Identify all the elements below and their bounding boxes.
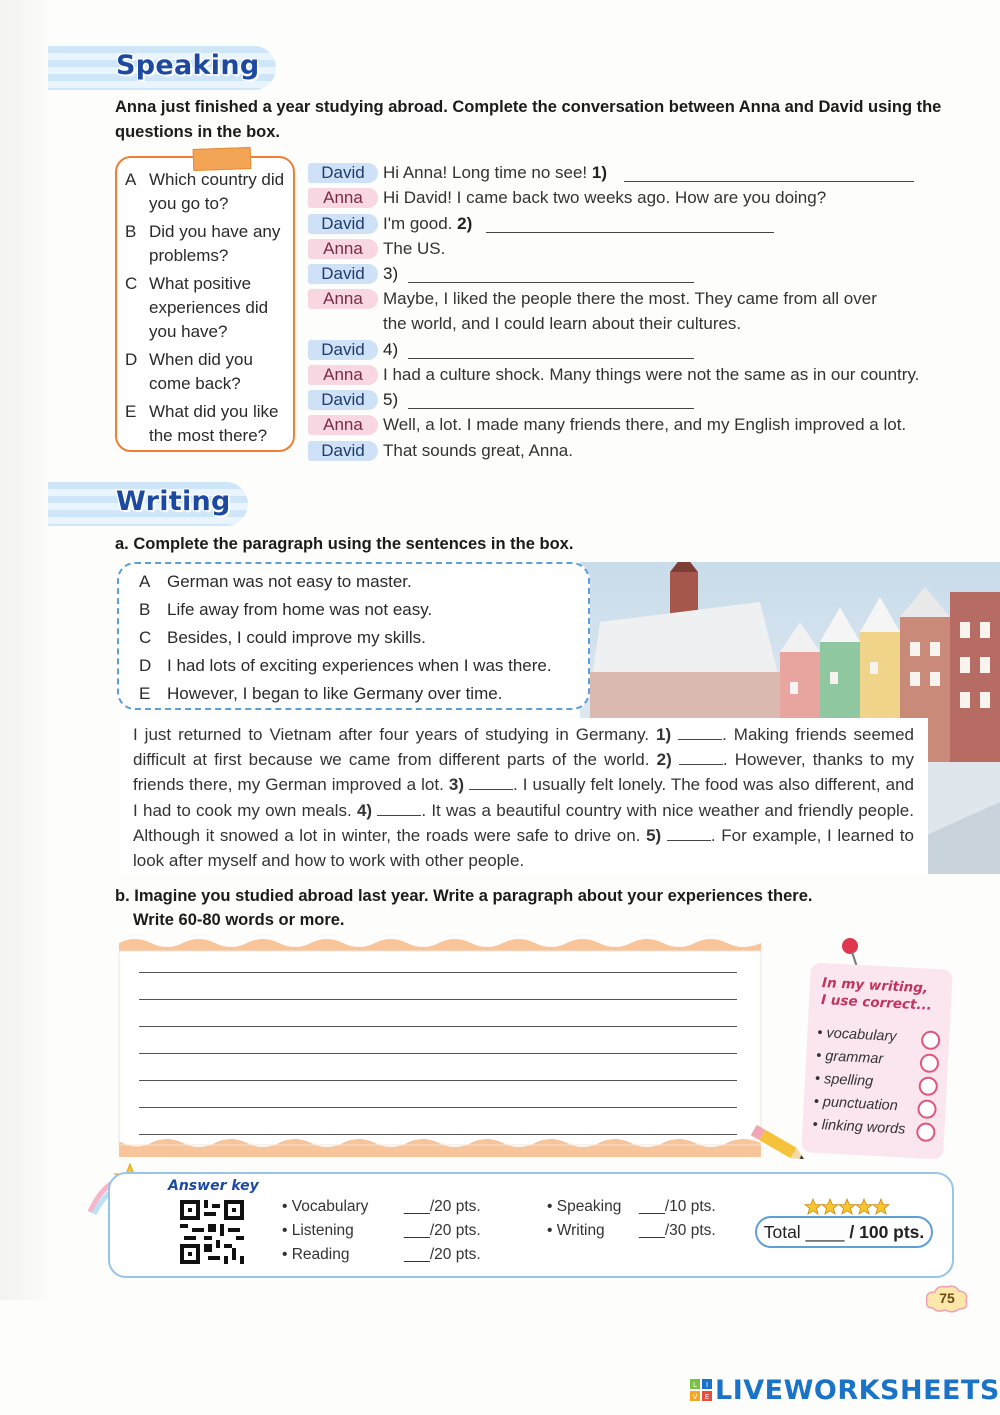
question-letter: C bbox=[125, 274, 138, 293]
answer-key-title: Answer key bbox=[168, 1178, 259, 1194]
score-row bbox=[547, 1198, 716, 1216]
score-value: ___/30 pts. bbox=[639, 1222, 716, 1239]
gap-blank-1[interactable] bbox=[678, 726, 722, 740]
sentence-letter: A bbox=[139, 572, 151, 591]
score-label: • Speaking bbox=[547, 1198, 622, 1215]
dialogue-text: Hi David! I came back two weeks ago. How are you doing? bbox=[383, 188, 827, 207]
question-letter: A bbox=[125, 170, 137, 189]
question-letter: D bbox=[125, 350, 138, 369]
dialogue-text bbox=[383, 388, 398, 412]
checkbox-circle[interactable] bbox=[916, 1122, 936, 1142]
answer-blank-3[interactable] bbox=[408, 282, 694, 283]
speaker-tag: David bbox=[308, 264, 378, 284]
speaking-instruction: Anna just finished a year studying abroad. Complete the conversation between Anna and David using the questions in the box. bbox=[115, 98, 942, 141]
paragraph-text: . For example, I learned to look after myself and how to work with other people. bbox=[133, 825, 914, 871]
sentence-text: Life away from home was not easy. bbox=[167, 600, 433, 619]
question-letter: E bbox=[125, 402, 137, 421]
dialogue-text bbox=[383, 212, 472, 236]
dialogue-text: Maybe, I liked the people there the most. They came from all over bbox=[383, 289, 877, 308]
score-value: ___/10 pts. bbox=[639, 1198, 716, 1215]
checklist-item bbox=[815, 1071, 874, 1090]
logo-letter: I bbox=[705, 1381, 709, 1389]
answer-key-panel bbox=[108, 1172, 954, 1278]
writing-line[interactable] bbox=[139, 1080, 737, 1081]
question-text: What did you like the most there? bbox=[149, 402, 279, 445]
checklist-label: • linking words bbox=[812, 1116, 906, 1138]
writing-a-instruction: a. Complete the paragraph using the sentences in the box. bbox=[115, 535, 574, 553]
writing-b-word-count: Write 60-80 words or more. bbox=[133, 911, 345, 929]
question-text: What positive experiences did you have? bbox=[149, 274, 269, 341]
writing-paper[interactable] bbox=[115, 935, 765, 1160]
logo-letter: E bbox=[704, 1393, 710, 1401]
checklist-title-line: I use correct... bbox=[820, 992, 933, 1014]
speaker-tag: David bbox=[308, 441, 378, 461]
total-blank: ____ bbox=[805, 1222, 845, 1242]
dialogue-text: The US. bbox=[383, 239, 446, 258]
answer-blank-4[interactable] bbox=[408, 358, 694, 359]
gap-number: 5) bbox=[646, 825, 662, 845]
liveworksheets-wordmark: LIVEWORKSHEETS bbox=[715, 1374, 1000, 1406]
writing-line[interactable] bbox=[139, 1026, 737, 1027]
gap-blank-4[interactable] bbox=[377, 802, 421, 816]
logo-letter: L bbox=[693, 1381, 697, 1389]
checklist-item bbox=[812, 1117, 906, 1138]
paragraph-text: . Making friends seemed difficult at first because we came from different parts of the world. bbox=[133, 725, 914, 770]
gap-number: 1) bbox=[656, 725, 672, 744]
writing-banner bbox=[48, 482, 248, 526]
score-label: • Writing bbox=[547, 1222, 605, 1239]
gap-number: 2) bbox=[656, 750, 672, 770]
dialogue-text bbox=[383, 338, 398, 362]
dialogue-text: Well, a lot. I made many friends there, and my English improved a lot. bbox=[383, 415, 907, 434]
blank-number: 4) bbox=[383, 340, 399, 359]
answer-blank-5[interactable] bbox=[408, 408, 694, 409]
checklist-title-line: In my writing, bbox=[821, 975, 929, 997]
writing-line[interactable] bbox=[139, 972, 737, 973]
score-value: ___/20 pts. bbox=[404, 1198, 481, 1215]
blank-number: 5) bbox=[383, 390, 399, 409]
gap-blank-2[interactable] bbox=[679, 751, 723, 765]
question-text: Did you have any problems? bbox=[149, 222, 281, 265]
line-text: Hi Anna! Long time no see! bbox=[383, 163, 588, 182]
gap-number: 4) bbox=[356, 800, 373, 820]
writing-line[interactable] bbox=[139, 1053, 737, 1054]
checklist-item bbox=[813, 1094, 898, 1114]
sentence-letter: E bbox=[139, 684, 151, 703]
dialogue-text-continued: the world, and I could learn about their cultures. bbox=[383, 314, 742, 333]
speaker-tag: Anna bbox=[308, 289, 378, 309]
sentence-letter: B bbox=[139, 600, 151, 619]
sentence-letter: D bbox=[139, 656, 152, 675]
checklist-label: • spelling bbox=[814, 1070, 874, 1090]
score-row bbox=[282, 1198, 481, 1216]
page-number-badge bbox=[925, 1284, 969, 1314]
page-edge-shadow bbox=[0, 0, 48, 1300]
sentence-item bbox=[139, 626, 426, 650]
paragraph-text: . I usually felt lonely. The food was also different, and I had to cook my own meals. bbox=[133, 775, 914, 820]
question-text: When did you come back? bbox=[149, 350, 253, 393]
speaker-tag: David bbox=[308, 340, 378, 360]
checklist-label: • grammar bbox=[815, 1047, 884, 1068]
blank-number: 2) bbox=[457, 214, 473, 233]
speaker-tag: Anna bbox=[308, 188, 378, 208]
dialogue-text: I had a culture shock. Many things were not the same as in our country. bbox=[383, 365, 920, 384]
score-label: • Reading bbox=[282, 1246, 350, 1263]
dialogue-text bbox=[383, 262, 398, 286]
writing-line[interactable] bbox=[139, 1107, 737, 1108]
question-text: Which country did you go to? bbox=[149, 170, 285, 213]
total-suffix: / 100 pts. bbox=[849, 1222, 925, 1242]
sentence-letter: C bbox=[139, 628, 152, 647]
score-value: ___/20 pts. bbox=[404, 1222, 481, 1239]
writing-b-instruction: b. Imagine you studied abroad last year. Write a paragraph about your experiences there. bbox=[115, 887, 813, 905]
answer-blank-2[interactable] bbox=[486, 232, 774, 233]
speaker-tag: Anna bbox=[308, 239, 378, 259]
speaker-tag: David bbox=[308, 214, 378, 234]
gap-blank-5[interactable] bbox=[667, 827, 711, 841]
checkbox-circle[interactable] bbox=[917, 1099, 937, 1119]
score-row bbox=[282, 1246, 481, 1264]
blank-number: 1) bbox=[591, 163, 607, 182]
liveworksheets-footer[interactable] bbox=[690, 1372, 1000, 1408]
page-number: 75 bbox=[939, 1290, 955, 1306]
dialogue-text bbox=[383, 161, 607, 185]
checklist-label: • punctuation bbox=[813, 1093, 899, 1115]
speaker-tag: David bbox=[308, 390, 378, 410]
logo-letter: V bbox=[692, 1393, 698, 1401]
writing-checklist bbox=[801, 962, 953, 1159]
checklist-item bbox=[816, 1048, 884, 1067]
score-row bbox=[547, 1222, 716, 1240]
line-text: I'm good. bbox=[383, 214, 453, 233]
paragraph-text: . However, thanks to my friends there, my German improved a lot. bbox=[133, 750, 914, 795]
sentence-item bbox=[139, 598, 432, 622]
writing-line[interactable] bbox=[139, 1134, 737, 1135]
sentence-text: German was not easy to master. bbox=[167, 572, 412, 591]
sentence-item bbox=[139, 654, 552, 678]
liveworksheets-logo-icon bbox=[690, 1379, 712, 1401]
gap-blank-3[interactable] bbox=[469, 776, 513, 790]
question-letter: B bbox=[125, 222, 137, 241]
gap-fill-paragraph bbox=[120, 718, 928, 874]
total-score-box bbox=[755, 1216, 933, 1248]
score-label: • Vocabulary bbox=[282, 1198, 369, 1215]
checklist-title bbox=[821, 975, 933, 1015]
checklist-item bbox=[817, 1025, 897, 1045]
checkbox-circle[interactable] bbox=[919, 1053, 939, 1073]
sentence-text: However, I began to like Germany over time. bbox=[167, 684, 503, 703]
checklist-label: • vocabulary bbox=[816, 1024, 897, 1045]
rating-stars-icon bbox=[804, 1198, 892, 1216]
qr-code-icon[interactable] bbox=[180, 1200, 244, 1264]
writing-title: Writing bbox=[116, 486, 231, 517]
total-label: Total bbox=[763, 1222, 801, 1242]
gap-number: 3) bbox=[448, 775, 464, 795]
score-row bbox=[282, 1222, 481, 1240]
sentence-text: I had lots of exciting experiences when I was there. bbox=[167, 656, 552, 675]
sentence-text: Besides, I could improve my skills. bbox=[167, 628, 426, 647]
checkbox-circle[interactable] bbox=[918, 1076, 938, 1096]
speaker-tag: Anna bbox=[308, 365, 378, 385]
paragraph-text: . It was a beautiful country with nice weather and friendly people. Although it snowed a lot in winter, the roads were safe to drive on. bbox=[133, 800, 914, 845]
sentence-box bbox=[117, 562, 590, 710]
score-value: ___/20 pts. bbox=[404, 1246, 481, 1263]
question-box bbox=[115, 156, 295, 452]
answer-blank-1[interactable] bbox=[624, 181, 914, 182]
sentence-item bbox=[139, 682, 502, 706]
dialogue-text: That sounds great, Anna. bbox=[383, 441, 573, 460]
score-label: • Listening bbox=[282, 1222, 354, 1239]
paragraph-text: I just returned to Vietnam after four years of studying in Germany. bbox=[133, 725, 650, 744]
writing-line[interactable] bbox=[139, 999, 737, 1000]
speaking-banner bbox=[48, 46, 276, 90]
sentence-item bbox=[139, 570, 412, 594]
checkbox-circle[interactable] bbox=[921, 1030, 941, 1050]
speaker-tag: Anna bbox=[308, 415, 378, 435]
speaker-tag: David bbox=[308, 163, 378, 183]
blank-number: 3) bbox=[383, 264, 399, 283]
speaking-title: Speaking bbox=[116, 50, 260, 81]
